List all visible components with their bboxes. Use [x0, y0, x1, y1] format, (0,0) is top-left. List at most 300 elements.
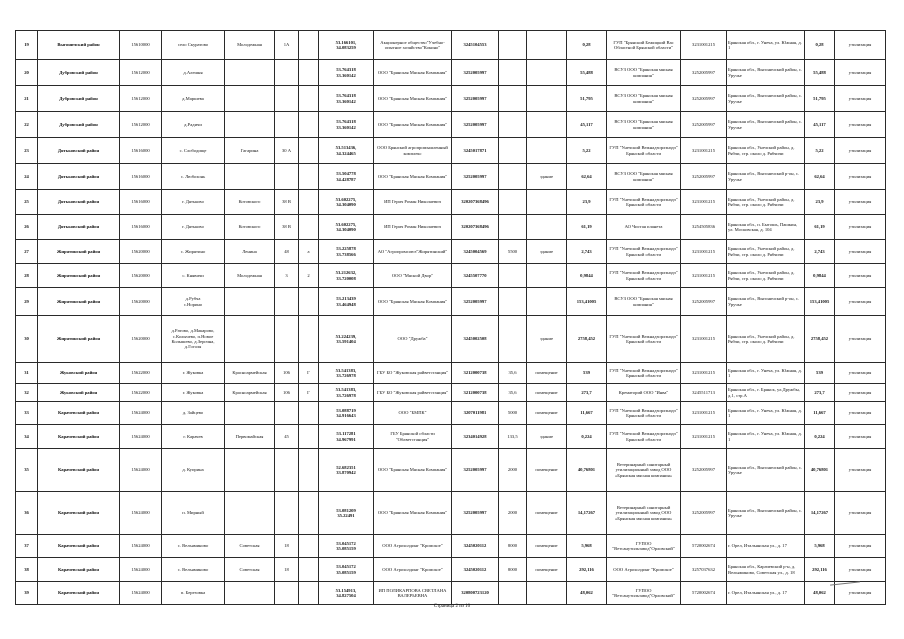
inn-cell: 3212000738 — [452, 384, 499, 402]
inn-cell: 3245004569 — [452, 240, 499, 264]
settlement-cell: д. Зайцево — [162, 402, 225, 425]
area-cell — [499, 86, 527, 112]
house-cell: 48 — [275, 240, 299, 264]
house-cell: 18 — [275, 558, 299, 582]
volume-cell: 62,64 — [567, 164, 607, 190]
inn-cell: 3207011981 — [452, 402, 499, 425]
owner-cell: Акционерное общество"Учебно-опытное хозяйство"Кокино" — [374, 31, 452, 60]
district-cell: Дубровский район — [38, 86, 120, 112]
operator-address-cell: Брянская обл., Унечский район, д. Рябчи, стр. около д. Рябчичи — [727, 240, 805, 264]
house-cell — [275, 492, 299, 535]
row-number: 29 — [16, 288, 38, 316]
operator-inn-cell: 3231001215 — [681, 363, 727, 384]
operator-address-cell: Брянская обл., Выгоничский р-он, с. Уручье — [727, 288, 805, 316]
status-cell: утилизация — [835, 558, 886, 582]
operator-inn-cell: 3252005997 — [681, 60, 727, 86]
table-row — [16, 425, 886, 449]
volume-total-cell: 0,224 — [805, 425, 835, 449]
settlement-cell: г. Жуковка — [162, 363, 225, 384]
owner-cell: АО "Агропромсоюз"Жирятинский" — [374, 240, 452, 264]
operator-inn-cell: 3252005997 — [681, 86, 727, 112]
volume-total-cell: 2,743 — [805, 240, 835, 264]
oktmo-cell: 15612000 — [120, 60, 162, 86]
row-number: 31 — [16, 363, 38, 384]
volume-total-cell: 292,116 — [805, 558, 835, 582]
street-cell — [225, 86, 275, 112]
area-cell: 2000 — [499, 492, 527, 535]
area-cell — [499, 112, 527, 138]
status-cell: утилизация — [835, 363, 886, 384]
owner-cell: ИП Герич Роман Николаевич — [374, 215, 452, 240]
street-cell: Молодежная — [225, 31, 275, 60]
status-cell: утилизация — [835, 288, 886, 316]
oktmo-cell: 15622000 — [120, 384, 162, 402]
operator-cell: ГУП "Унечский Вежнадзорлэнэдэ" Брянской области — [607, 363, 681, 384]
area-cell — [499, 164, 527, 190]
owner-cell: ООО "БМПК" — [374, 402, 452, 425]
district-cell: Дятьковский район — [38, 215, 120, 240]
oktmo-cell: 15612000 — [120, 86, 162, 112]
operator-cell: ООО Агрохолдинг "Кромское" — [607, 558, 681, 582]
volume-total-cell: 55,488 — [805, 60, 835, 86]
row-number: 23 — [16, 138, 38, 164]
area-cell: 5500 — [499, 240, 527, 264]
coordinates-cell: 53.513436, 34.324465 — [319, 138, 374, 164]
purpose-cell — [527, 86, 567, 112]
table-row — [16, 316, 886, 363]
status-cell: утилизация — [835, 164, 886, 190]
settlement-cell: г. Жуковка — [162, 384, 225, 402]
operator-address-cell: Брянская обл., Унечский район, д. Рябчи, стр. около д. Рябчичи — [727, 138, 805, 164]
coordinates-cell: 53.117281 34.967991 — [319, 425, 374, 449]
district-cell: Жирятинский район — [38, 264, 120, 288]
inn-cell: 3212000738 — [452, 363, 499, 384]
district-cell: Карачевский район — [38, 582, 120, 605]
owner-cell: ООО "Брянская Мясная Компания" — [374, 164, 452, 190]
coordinates-cell: 53.541383, 33.726978 — [319, 384, 374, 402]
coordinates-cell: 53.225878 33.738566 — [319, 240, 374, 264]
street-cell: Первомайская — [225, 425, 275, 449]
settlement-cell: п. Мирный — [162, 492, 225, 535]
row-number: 26 — [16, 215, 38, 240]
volume-total-cell: 539 — [805, 363, 835, 384]
area-cell — [499, 31, 527, 60]
coordinates-cell: 53.224239, 33.591404 — [319, 316, 374, 363]
volume-total-cell: 0,28 — [805, 31, 835, 60]
district-cell: Жирятинский район — [38, 316, 120, 363]
operator-address-cell: Брянская обл., Унечский район, д. Рябчи, стр. около д. Рябчичи — [727, 316, 805, 363]
house-cell: 45 — [275, 425, 299, 449]
volume-total-cell: 273,7 — [805, 384, 835, 402]
oktmo-cell: 15616000 — [120, 164, 162, 190]
operator-inn-cell: 3231001215 — [681, 190, 727, 215]
street-cell: Гагарина — [225, 138, 275, 164]
settlement-cell: с. Любохонь — [162, 164, 225, 190]
street-cell: Молодежная — [225, 264, 275, 288]
street-cell — [225, 288, 275, 316]
building-cell: а — [299, 240, 319, 264]
settlement-cell: д.Алешня — [162, 60, 225, 86]
owner-cell: ООО "Брянская Мясная Компания" — [374, 449, 452, 492]
volume-cell: 5,968 — [567, 535, 607, 558]
operator-address-cell: Брянская обл., Выгоничский р-он, с. Уручье — [727, 164, 805, 190]
status-cell: утилизация — [835, 31, 886, 60]
area-cell — [499, 60, 527, 86]
volume-total-cell: 23,9 — [805, 190, 835, 215]
purpose-cell: здание — [527, 316, 567, 363]
table-row — [16, 402, 886, 425]
volume-cell: 0,9844 — [567, 264, 607, 288]
volume-cell: 45,117 — [567, 112, 607, 138]
oktmo-cell: 15620000 — [120, 316, 162, 363]
purpose-cell — [527, 190, 567, 215]
inn-cell: 3245104553 — [452, 31, 499, 60]
oktmo-cell: 15624000 — [120, 582, 162, 605]
table-row — [16, 558, 886, 582]
oktmo-cell: 15624000 — [120, 492, 162, 535]
operator-cell: Ветеринарный санитарный утилизационный завод ООО «Брянская мясная компания» — [607, 449, 681, 492]
purpose-cell: помещение — [527, 363, 567, 384]
volume-cell: 153,41005 — [567, 288, 607, 316]
street-cell — [225, 449, 275, 492]
area-cell — [499, 316, 527, 363]
volume-cell: 51,795 — [567, 86, 607, 112]
settlement-cell: д.Рубча с.Норино — [162, 288, 225, 316]
volume-total-cell: 14,17267 — [805, 492, 835, 535]
volume-cell: 2,743 — [567, 240, 607, 264]
purpose-cell — [527, 138, 567, 164]
settlement-cell: с. Жирятино — [162, 240, 225, 264]
settlement-cell: д.Радичи — [162, 112, 225, 138]
row-number: 39 — [16, 582, 38, 605]
building-cell — [299, 86, 319, 112]
purpose-cell: помещение — [527, 535, 567, 558]
street-cell — [225, 582, 275, 605]
operator-inn-cell: 3231001215 — [681, 264, 727, 288]
area-cell: 5000 — [499, 402, 527, 425]
oktmo-cell: 15620000 — [120, 264, 162, 288]
owner-cell: ГБУ Брянской области "Облветстанция" — [374, 425, 452, 449]
inn-cell: 3245507770 — [452, 264, 499, 288]
row-number: 25 — [16, 190, 38, 215]
operator-cell: ГУП "Унечский Вежнадзорлэнэдэ" Брянской области — [607, 402, 681, 425]
operator-address-cell: Брянская обл., Выгоничский район, с. Уручье — [727, 86, 805, 112]
table-row — [16, 164, 886, 190]
area-cell: 2000 — [499, 449, 527, 492]
volume-cell: 48,062 — [567, 582, 607, 605]
street-cell: Котовского — [225, 215, 275, 240]
inn-cell: 3245017871 — [452, 138, 499, 164]
area-cell — [499, 138, 527, 164]
table-row — [16, 363, 886, 384]
building-cell — [299, 31, 319, 60]
operator-cell: ГУП "Унечский Вежнадзорлэнэдэ" Брянской области — [607, 240, 681, 264]
row-number: 35 — [16, 449, 38, 492]
building-cell: 2 — [299, 264, 319, 288]
district-cell: Карачевский район — [38, 425, 120, 449]
district-cell: Карачевский район — [38, 558, 120, 582]
street-cell: Советская — [225, 535, 275, 558]
purpose-cell — [527, 288, 567, 316]
row-number: 24 — [16, 164, 38, 190]
row-number: 30 — [16, 316, 38, 363]
inn-cell: 3245002508 — [452, 316, 499, 363]
district-cell: Карачевский район — [38, 492, 120, 535]
owner-cell: ООО "Брянская Мясная Компания" — [374, 86, 452, 112]
operator-address-cell: Брянская обл., г. Унеча, ул. Южная, д. 1 — [727, 425, 805, 449]
area-cell: 8000 — [499, 535, 527, 558]
building-cell — [299, 164, 319, 190]
coordinates-cell: 53.541383, 33.726978 — [319, 363, 374, 384]
inn-cell: 320800723120 — [452, 582, 499, 605]
oktmo-cell: 15616000 — [120, 138, 162, 164]
house-cell — [275, 60, 299, 86]
purpose-cell: здание — [527, 425, 567, 449]
operator-address-cell: Брянская обл., г. Брянск, ул.Дружбы, д.1, стр.А — [727, 384, 805, 402]
building-cell — [299, 449, 319, 492]
building-cell: Г — [299, 384, 319, 402]
status-cell: утилизация — [835, 60, 886, 86]
inn-cell: 3245020112 — [452, 535, 499, 558]
inn-cell: 3245020112 — [452, 558, 499, 582]
status-cell: утилизация — [835, 264, 886, 288]
volume-total-cell: 5,22 — [805, 138, 835, 164]
district-cell: Карачевский район — [38, 449, 120, 492]
purpose-cell: помещение — [527, 492, 567, 535]
table-row — [16, 86, 886, 112]
status-cell: утилизация — [835, 316, 886, 363]
area-cell — [499, 190, 527, 215]
status-cell: утилизация — [835, 425, 886, 449]
operator-inn-cell: 5720002674 — [681, 535, 727, 558]
purpose-cell: помещение — [527, 558, 567, 582]
building-cell: Г — [299, 363, 319, 384]
row-number: 28 — [16, 264, 38, 288]
operator-inn-cell: 3231001215 — [681, 138, 727, 164]
operator-cell: ГУПОО "Ветсанутильзавод"Орловский" — [607, 535, 681, 558]
table-row — [16, 384, 886, 402]
inn-cell: 3252005997 — [452, 449, 499, 492]
row-number: 20 — [16, 60, 38, 86]
oktmo-cell: 15624000 — [120, 449, 162, 492]
coordinates-cell: 53.045172 35.085159 — [319, 558, 374, 582]
operator-address-cell: Брянская обл., п. Бытошь, Пашкин, ул. Московская, д. 104 — [727, 215, 805, 240]
volume-cell: 61,19 — [567, 215, 607, 240]
oktmo-cell: 15616000 — [120, 190, 162, 215]
street-cell — [225, 112, 275, 138]
coordinates-cell: 53.764318 33.360142 — [319, 86, 374, 112]
purpose-cell: помещение — [527, 384, 567, 402]
settlement-cell: село Скуратово — [162, 31, 225, 60]
operator-cell: ВСУЗ ООО "Брянская мясная компания" — [607, 288, 681, 316]
volume-total-cell: 45,117 — [805, 112, 835, 138]
table-row — [16, 535, 886, 558]
settlement-cell: д.Маршева — [162, 86, 225, 112]
owner-cell: ООО Брянский агропромышленный комплекс — [374, 138, 452, 164]
volume-cell: 23,9 — [567, 190, 607, 215]
operator-cell: Ветеринарный санитарный утилизационный завод ООО «Брянская мясная компания» — [607, 492, 681, 535]
coordinates-cell: 52.682351 33.870942 — [319, 449, 374, 492]
operator-cell: ГУП "Унечский Вежнадзорлэнэдэ" Брянской области — [607, 425, 681, 449]
area-cell: 8000 — [499, 558, 527, 582]
district-cell: Дятьковский район — [38, 138, 120, 164]
operator-cell: ВСУЗ ООО "Брянская мясная компания" — [607, 112, 681, 138]
volume-cell: 0,224 — [567, 425, 607, 449]
street-cell: Ленина — [225, 240, 275, 264]
inn-cell: 3252005997 — [452, 164, 499, 190]
purpose-cell — [527, 264, 567, 288]
table-row — [16, 112, 886, 138]
coordinates-cell: 53.764318 33.360142 — [319, 112, 374, 138]
oktmo-cell: 15610000 — [120, 31, 162, 60]
area-cell — [499, 288, 527, 316]
street-cell — [225, 316, 275, 363]
district-cell: Дятьковский район — [38, 190, 120, 215]
operator-address-cell: Брянская обл., г. Унеча, ул. Южная, д. 1 — [727, 402, 805, 425]
area-cell: 35,6 — [499, 384, 527, 402]
operator-address-cell: Брянская обл., Унечский район, д. Рябчи, стр. около д. Рябчичи — [727, 264, 805, 288]
coordinates-cell: 53.081209 35.22491 — [319, 492, 374, 535]
row-number: 38 — [16, 558, 38, 582]
operator-cell: Крематорий ООО "Инва" — [607, 384, 681, 402]
oktmo-cell: 15624000 — [120, 535, 162, 558]
area-cell — [499, 582, 527, 605]
district-cell: Дятьковский район — [38, 164, 120, 190]
oktmo-cell: 15624000 — [120, 402, 162, 425]
table-row — [16, 264, 886, 288]
area-cell — [499, 215, 527, 240]
table-row — [16, 582, 886, 605]
purpose-cell: помещение — [527, 449, 567, 492]
owner-cell: ГБУ БО "Жуковская райветстанция" — [374, 384, 452, 402]
inn-cell: 3252005997 — [452, 112, 499, 138]
owner-cell: ИП Герич Роман Николаевич — [374, 190, 452, 215]
coordinates-cell: 53.602275, 34.304090 — [319, 215, 374, 240]
waste-register-table — [15, 30, 886, 605]
status-cell: утилизация — [835, 240, 886, 264]
house-cell: 106 — [275, 363, 299, 384]
house-cell — [275, 582, 299, 605]
building-cell — [299, 535, 319, 558]
district-cell: Жирятинский район — [38, 288, 120, 316]
house-cell: 3 — [275, 264, 299, 288]
status-cell: утилизация — [835, 138, 886, 164]
house-cell — [275, 86, 299, 112]
inn-cell: 320207368496 — [452, 215, 499, 240]
operator-address-cell: Брянская обл., Выгоничский район, с. Уручье — [727, 492, 805, 535]
oktmo-cell: 15624000 — [120, 558, 162, 582]
status-cell: утилизация — [835, 384, 886, 402]
settlement-cell: г. Карачев — [162, 425, 225, 449]
table-row — [16, 492, 886, 535]
owner-cell: ООО "Дружба" — [374, 316, 452, 363]
operator-inn-cell: 3231001215 — [681, 31, 727, 60]
table-row — [16, 240, 886, 264]
building-cell — [299, 492, 319, 535]
coordinates-cell: 53.088719 34.916643 — [319, 402, 374, 425]
coordinates-cell: 53.154913, 34.827504 — [319, 582, 374, 605]
operator-inn-cell: 3252005997 — [681, 164, 727, 190]
volume-cell: 292,116 — [567, 558, 607, 582]
inn-cell: 3234014928 — [452, 425, 499, 449]
house-cell — [275, 316, 299, 363]
row-number: 34 — [16, 425, 38, 449]
volume-total-cell: 11,667 — [805, 402, 835, 425]
operator-inn-cell: 3257037632 — [681, 558, 727, 582]
building-cell — [299, 190, 319, 215]
oktmo-cell: 15620000 — [120, 240, 162, 264]
street-cell: Красноармейская — [225, 363, 275, 384]
house-cell: 38 В — [275, 190, 299, 215]
inn-cell: 3252005997 — [452, 492, 499, 535]
row-number: 32 — [16, 384, 38, 402]
status-cell: утилизация — [835, 86, 886, 112]
status-cell: утилизация — [835, 449, 886, 492]
street-cell: Советская — [225, 558, 275, 582]
oktmo-cell: 15622000 — [120, 363, 162, 384]
oktmo-cell: 15612000 — [120, 112, 162, 138]
purpose-cell: здание — [527, 164, 567, 190]
status-cell: утилизация — [835, 190, 886, 215]
coordinates-cell: 53.602275, 34.304090 — [319, 190, 374, 215]
district-cell: Жуковский район — [38, 384, 120, 402]
settlement-cell: д.Ратово, д.Макарово, с.Колычево, п.Новое Колышево, д.Зерочна, д.Гоголя — [162, 316, 225, 363]
street-cell — [225, 492, 275, 535]
owner-cell: ООО "Брянская Мясная Компания" — [374, 492, 452, 535]
house-cell — [275, 449, 299, 492]
operator-cell: ГУП "Унечский Вежнадзорлэнэдэ" Брянской области — [607, 264, 681, 288]
operator-address-cell: Брянская обл., г. Унеча, ул. Южная, д. 1 — [727, 31, 805, 60]
row-number: 27 — [16, 240, 38, 264]
row-number: 37 — [16, 535, 38, 558]
volume-total-cell: 62,64 — [805, 164, 835, 190]
volume-cell: 5,22 — [567, 138, 607, 164]
house-cell — [275, 402, 299, 425]
status-cell: утилизация — [835, 215, 886, 240]
inn-cell: 3252005997 — [452, 288, 499, 316]
volume-total-cell: 5,968 — [805, 535, 835, 558]
district-cell: Выгоничский район — [38, 31, 120, 60]
operator-inn-cell: 3231001215 — [681, 240, 727, 264]
building-cell — [299, 582, 319, 605]
volume-cell: 40,76801 — [567, 449, 607, 492]
page-footer: Страница 2 из 10 — [433, 604, 471, 609]
inn-cell: 3252005997 — [452, 86, 499, 112]
volume-total-cell: 40,76801 — [805, 449, 835, 492]
operator-cell: ГУП "Унечский Вежнадзорлэнэдэ" Брянской области — [607, 316, 681, 363]
status-cell: утилизация — [835, 112, 886, 138]
purpose-cell — [527, 31, 567, 60]
table-row — [16, 138, 886, 164]
purpose-cell — [527, 112, 567, 138]
volume-cell: 539 — [567, 363, 607, 384]
street-cell: Котовского — [225, 190, 275, 215]
building-cell — [299, 215, 319, 240]
district-cell: Дубровский район — [38, 112, 120, 138]
purpose-cell — [527, 582, 567, 605]
street-cell — [225, 402, 275, 425]
operator-cell: ГУП "Брянский Бежицкий Вас Областной Брянской области" — [607, 31, 681, 60]
owner-cell: ООО Агрохолдинг "Кромское" — [374, 558, 452, 582]
status-cell: утилизация — [835, 582, 886, 605]
operator-address-cell: Брянская обл., Выгоничский район, с. Уручье — [727, 60, 805, 86]
owner-cell: ООО "Брянская Мясная Компания" — [374, 112, 452, 138]
operator-cell: ВСУЗ ООО "Брянская мясная компания" — [607, 164, 681, 190]
operator-inn-cell: 3254505836 — [681, 215, 727, 240]
operator-inn-cell: 3252005997 — [681, 112, 727, 138]
purpose-cell — [527, 60, 567, 86]
area-cell: 133,5 — [499, 425, 527, 449]
